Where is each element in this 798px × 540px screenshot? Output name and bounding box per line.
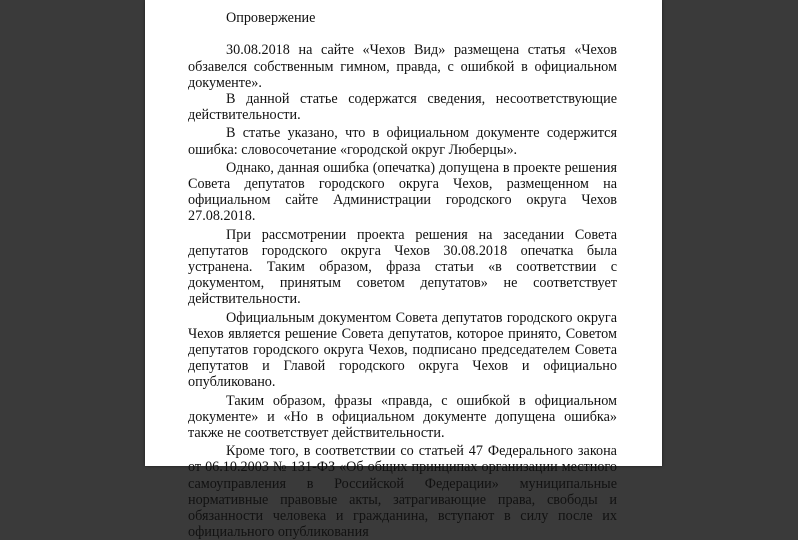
paragraph-8: Кроме того, в соответствии со статьей 47 Федерального закона от 06.10.2003 № 131-ФЗ «Об общих принципах организации местного самоуправления в Российской Федерации» муниципальные нормативные правовые акты, затрагивающие права, свободы и обязанности человека и гражданина, вступают в силу после их официального опубликования [188, 443, 617, 540]
paragraph-5: При рассмотрении проекта решения на заседании Совета депутатов городского округа Чехов 30.08.2018 опечатка была устранена. Таким образом, фраза статьи «в соответствии с документом, принятым советом депутатов» не соответствует действительности. [188, 226, 617, 308]
document-page [145, 0, 662, 540]
document-title: Опровержение [226, 10, 316, 26]
paragraph-1: 30.08.2018 на сайте «Чехов Вид» размещена статья «Чехов обзавелся собственным гимном, правда, с ошибкой в официальном документе». [188, 42, 617, 91]
paragraph-4: Однако, данная ошибка (опечатка) допущена в проекте решения Совета депутатов городского округа Чехов, размещенном на официальном сайте Администрации городского округа Чехов 27.08.2018. [188, 159, 617, 225]
document-body [188, 10, 617, 540]
paragraph-6: Официальным документом Совета депутатов городского округа Чехов является решение Совета депутатов, которое принято, Советом депутатов городского округа Чехов, подписано председателем Совета депутатов и Главой городского округа Чехов и официально опубликовано. [188, 309, 617, 391]
title-spacer [188, 26, 617, 42]
paragraph-2: В данной статье содержатся сведения, несоответствующие действительности. [188, 90, 617, 124]
paragraph-7: Таким образом, фразы «правда, с ошибкой в официальном документе» и «Но в официальном документе допущена ошибка» также не соответствует действительности. [188, 392, 617, 442]
paragraph-3: В статье указано, что в официальном документе содержится ошибка: словосочетание «городской округ Люберцы». [188, 125, 617, 158]
